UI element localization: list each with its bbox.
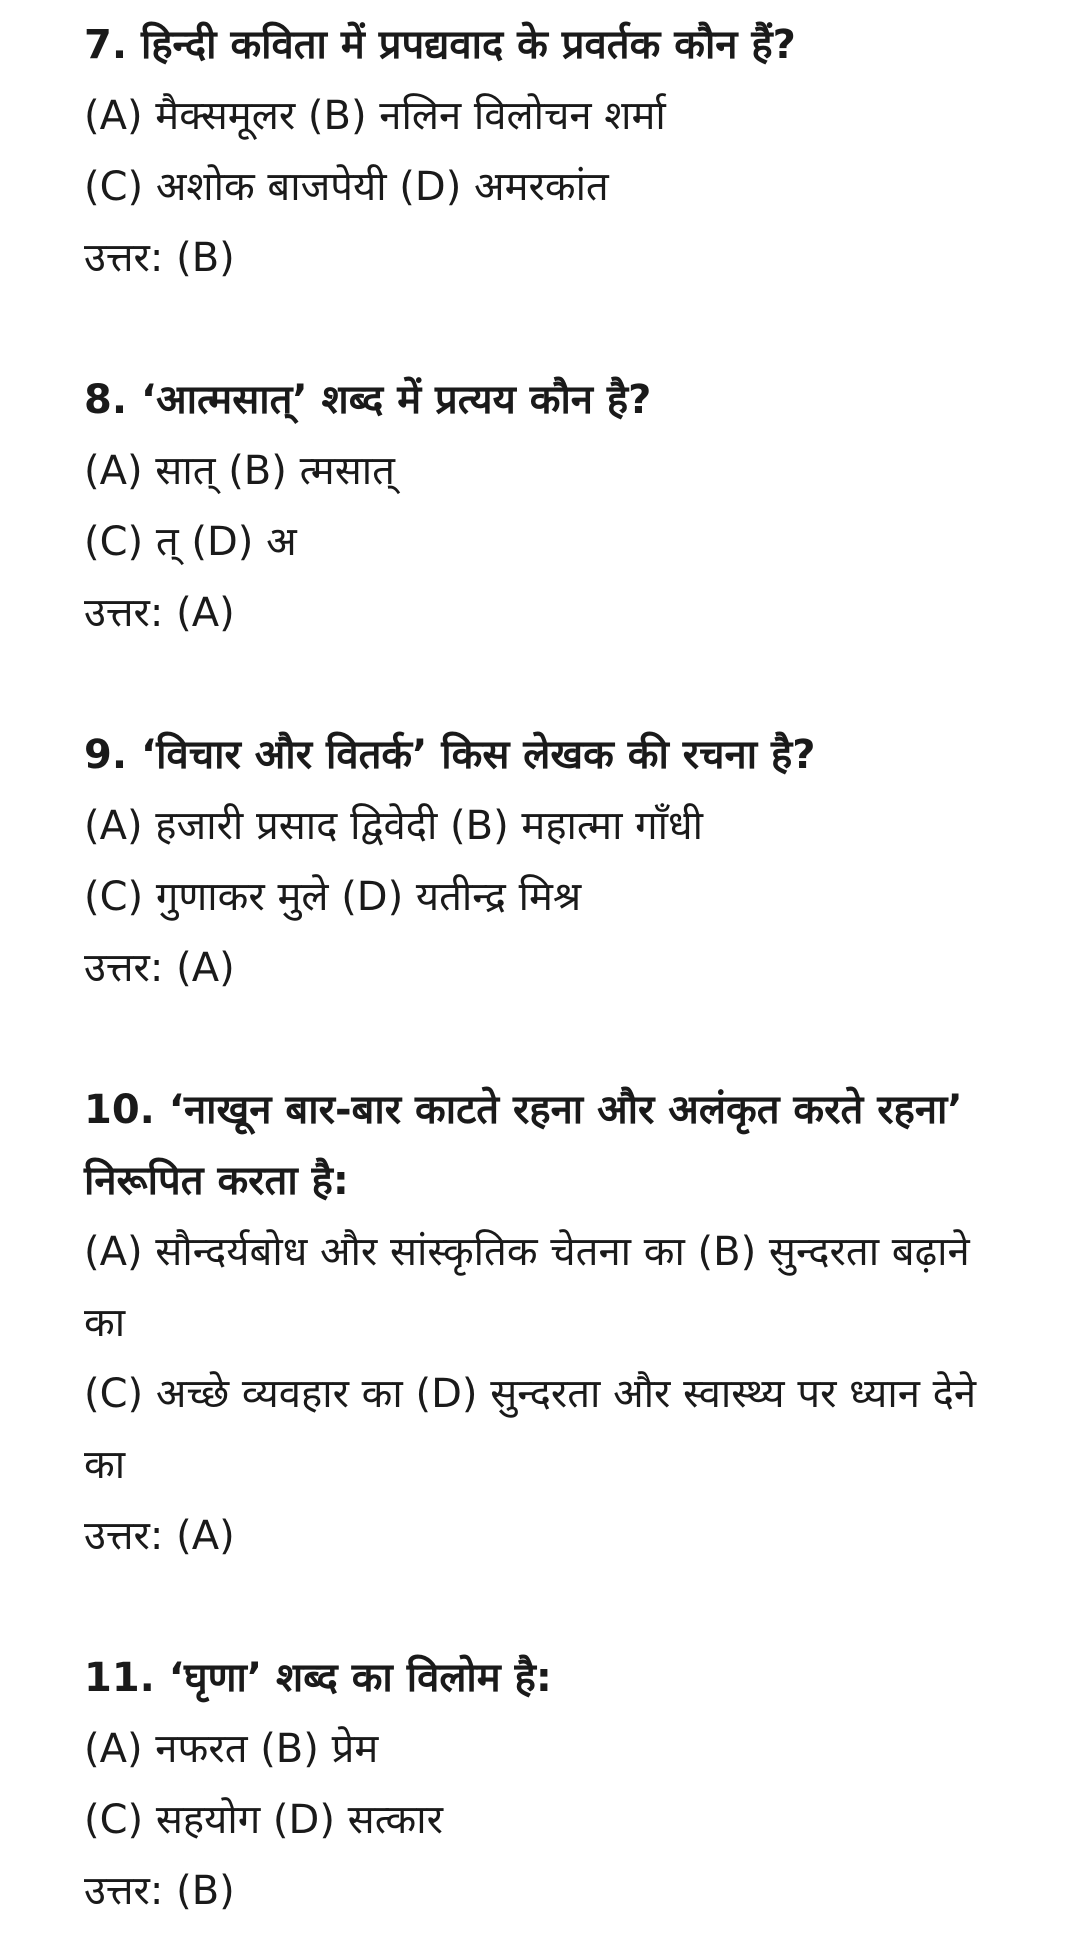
question-text: 10. ‘नाखून बार-बार काटते रहना और अलंकृत करते रहना’ निरूपित करता है: <box>84 1087 963 1204</box>
options-a-b: (A) सात् (B) त्मसात् <box>84 448 395 494</box>
options-a-b: (A) हजारी प्रसाद द्विवेदी (B) महात्मा गाँधी <box>84 803 703 849</box>
options-a-b: (A) मैक्समूलर (B) नलिन विलोचन शर्मा <box>84 93 666 139</box>
answer-text: उत्तर: (A) <box>84 590 235 636</box>
question-block-10 <box>84 1075 1013 1572</box>
question-block-8 <box>84 365 1013 649</box>
options-c-d: (C) त् (D) अ <box>84 519 297 565</box>
options-c-d: (C) अच्छे व्यवहार का (D) सुन्दरता और स्वास्थ्य पर ध्यान देने का <box>84 1371 977 1488</box>
options-c-d: (C) गुणाकर मुले (D) यतीन्द्र मिश्र <box>84 874 582 920</box>
question-text: 8. ‘आत्मसात्’ शब्द में प्रत्यय कौन है? <box>84 377 652 423</box>
options-a-b: (A) नफरत (B) प्रेम <box>84 1726 379 1772</box>
question-text: 11. ‘घृणा’ शब्द का विलोम है: <box>84 1655 552 1701</box>
question-block-9 <box>84 720 1013 1004</box>
question-text: 7. हिन्दी कविता में प्रपद्यवाद के प्रवर्तक कौन हैं? <box>84 22 796 68</box>
question-block-7 <box>84 0 1013 294</box>
options-c-d: (C) अशोक बाजपेयी (D) अमरकांत <box>84 164 609 210</box>
question-block-11 <box>84 1643 1013 1927</box>
answer-text: उत्तर: (A) <box>84 1513 235 1559</box>
options-c-d: (C) सहयोग (D) सत्कार <box>84 1797 443 1843</box>
answer-text: उत्तर: (A) <box>84 945 235 991</box>
answer-text: उत्तर: (B) <box>84 1868 235 1914</box>
options-a-b: (A) सौन्दर्यबोध और सांस्कृतिक चेतना का (B) सुन्दरता बढ़ाने का <box>84 1229 970 1346</box>
answer-text: उत्तर: (B) <box>84 235 235 281</box>
question-text: 9. ‘विचार और वितर्क’ किस लेखक की रचना है? <box>84 732 816 778</box>
